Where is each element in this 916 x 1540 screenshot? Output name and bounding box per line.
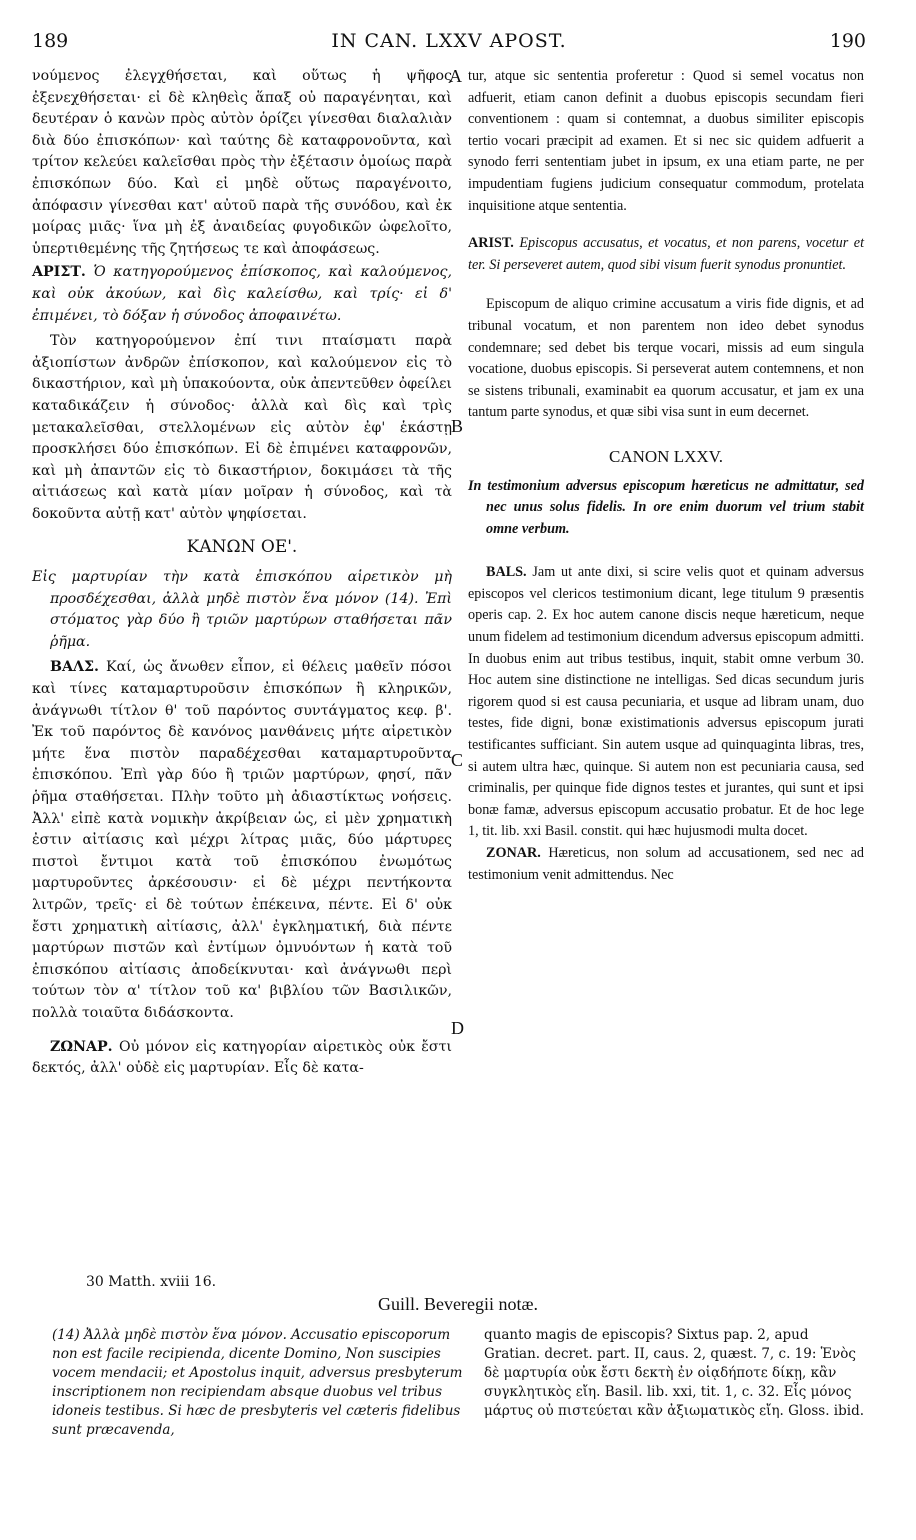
latin-arist: [468, 233, 864, 276]
latin-column: [468, 66, 864, 886]
running-header: [32, 30, 866, 56]
latin-paragraph-1: tur, atque sic sententia proferetur : Quod si semel vocatus non adfuerit, etiam canon definit a duobus episcopis secundam fieri conventionem : quam si contemnat, a duobus similiter episcopis tertio vocari præcipit ad examen. Et si nec sic quidem adfuerit a synodo ferri sententiam jubet in ipsum, ex una etiam parte, ne per impudentiam fugiens judicium consequatur commodum, protelata inquisitione atque sententia.: [468, 68, 864, 214]
latin-canon-text: In testimonium adversus episcopum hæreticus ne admittatur, sed nec unus solus fidelis. In ore enim duorum vel trium stabit omne verbum.: [468, 477, 864, 537]
greek-arist-label: ΑΡΙΣΤ.: [32, 264, 86, 281]
latin-paragraph-2: Episcopum de aliquo crimine accusatum a viris fide dignis, et ad tribunal vocatum, et non parentem non ideo debet synodus condemnare; sed debet bis terque vocari, missis ad eum singula vocatione, duobus episcopis. Si perseverat autem contemnens, et non se sistens tribunali, examinabit ea quorum accusatur, et jam ex una tantum parte synodus, et quæ sibi visa sunt in eum decernet.: [468, 296, 864, 421]
footnote: 30 Matth. xviii 16.: [86, 1274, 217, 1290]
greek-zonar: [32, 1037, 452, 1080]
margin-letter-b: B: [451, 416, 464, 436]
margin-letter-d: D: [451, 1018, 464, 1038]
greek-bals: [32, 657, 452, 1024]
greek-arist-text: Ὁ κατηγορούμενος ἐπίσκοπος, καὶ καλούμενος, καὶ οὐκ ἀκούων, καὶ δὶς καλείσθω, καὶ τρίς· εἰ δ' ἐπιμένει, τὸ δόξαν ἡ σύνοδος ἀποφαινέτω.: [32, 264, 452, 324]
notes-right-column: quanto magis de episcopis? Sixtus pap. 2, apud Gratian. decret. part. II, caus. 2, quæst. 7, c. 19: Ἑνὸς δὲ μαρτυρία οὐκ ἔστι δεκτὴ ἐν οἱᾳδήποτε δίκῃ, κἂν συγκλητικὸς εἴη. Basil. lib. xxi, tit. 1, c. 32. Εἷς μόνος μάρτυς οὐ πιστεύεται κἂν ἀξιωματικὸς εἴη. Gloss. ibid.: [484, 1327, 865, 1419]
latin-arist-label: ARIST.: [468, 235, 514, 252]
greek-canon-title: ΚΑΝΩΝ ΟΕ'.: [186, 537, 298, 558]
greek-canon-text: Εἰς μαρτυρίαν τὴν κατὰ ἐπισκόπου αἱρετικὸν μὴ προσδέχεσθαι, ἀλλὰ μηδὲ πιστὸν ἕνα μόνον (14). Ἐπὶ στόματος γὰρ δύο ἢ τριῶν μαρτύρων σταθήσεται πᾶν ῥῆμα.: [32, 569, 452, 650]
notes-left-column: (14) Ἀλλὰ μηδὲ πιστὸν ἕνα μόνον. Accusatio episcoporum non est facile recipienda, dicente Domino, Non suscipies vocem mendacii; et Apostolus inquit, adversus presbyterum inscriptionem non recipiendam absque duobus vel tribus idoneis testibus. Si hæc de presbyteris vel cæteris fidelibus sunt præcavenda,: [52, 1327, 463, 1438]
margin-letter-a: A: [449, 66, 462, 86]
page-number-right: 190: [829, 30, 866, 52]
latin-bals-label: BALS.: [486, 564, 527, 581]
greek-paragraph-2: Τὸν κατηγορούμενον ἐπί τινι πταίσματι παρὰ ἀξιοπίστων ἀνδρῶν ἐπίσκοπον, καὶ καλούμενον εἰς τὸ δικαστήριον, καὶ μὴ ὑπακούοντα, οὐκ ἀπεντεῦθεν ὀφείλει καταδικάζειν ἡ σύνοδος· ἀλλὰ καὶ δὶς καὶ τρὶς μετακαλεῖσθαι, στελλομένων εἰς αὐτὸν ἐφ' ἑκάστῃ προσκλήσει δύο ἐπισκόπων. Εἰ δὲ ἐπιμένει καταφρονῶν, καὶ μὴ ἀπαντῶν εἰς τὸ δικαστήριον, δοκιμάσει τὰ τῆς αἰτιάσεως καὶ κατὰ μίαν μοῖραν ἡ σύνοδος, καὶ τὰ δοκοῦντα αὐτῇ κατ' αὐτὸν ψηφίσεται.: [32, 333, 452, 522]
running-title: IN CAN. LXXV APOST.: [331, 30, 567, 52]
latin-bals: [468, 562, 864, 843]
greek-bals-text: Καί, ὡς ἄνωθεν εἶπον, εἰ θέλεις μαθεῖν πόσοι καὶ τίνες καταμαρτυροῦσιν ἐπισκόπων ἢ κληρικῶν, ἀνάγνωθι τίτλον θ' τοῦ παρόντος συντάγματος κεφ. β'. Ἐκ τοῦ παρόντος δὲ κανόνος μανθάνεις μήτε αἱρετικὸν μήτε ἕνα πιστὸν παραδέχεσθαι καταμαρτυροῦντα ἐπισκόπου. Ἐπὶ γὰρ δύο ἢ τριῶν μαρτύρων, φησί, πᾶν ῥῆμα σταθήσεται. Πλὴν τοῦτο μὴ ἀδιαστίκτως νοήσεις. Ἀλλ' εἰπὲ κατὰ νομικὴν ἀκρίβειαν ὡς, εἰ μὲν χρηματικὴ ἐστιν αἰτίασις καὶ μέχρι λίτρας μιᾶς, δύο μάρτυρες πιστοὶ ἔντιμοι κατὰ τοῦ ἐπισκόπου ἐνωμότως μαρτυροῦντες ἀρκέσουσιν· εἰ δὲ μέχρι πεντήκοντα λιτρῶν, τρεῖς· εἰ δὲ τούτων ἐπέκεινα, πέντε. Εἰ δ' οὐκ ἔστι χρηματικὴ αἰτίασις, ἀλλ' ἐγκληματική, διὰ πέντε μαρτύρων πιστῶν καὶ ἐντίμων ὀμνυόντων ἡ κατὰ τοῦ ἐπισκόπου αἰτίασις ἀποδείκνυται· καὶ ἀνάγνωθι περὶ τούτων τὸν α' τίτλον τοῦ κα' βιβλίου τῶν Βασιλικῶν, πολλὰ τοιαῦτα διδάσκοντα.: [32, 659, 452, 1021]
margin-letter-c: C: [451, 750, 464, 770]
greek-zonar-text: Οὐ μόνον εἰς κατηγορίαν αἱρετικὸς οὐκ ἔστι δεκτός, ἀλλ' οὐδὲ εἰς μαρτυρίαν. Εἷς δὲ κατα-: [32, 1038, 452, 1077]
latin-bals-text: Jam ut ante dixi, si scire velis quot et quinam adversus episcopos vel clericos testimonium dicant, lege titulum 9 præsentis operis cap. 2. Ex hoc autem canone discis neque hæreticum, neque unum fidelem ad testimonium dicendum adversus episcopum admitti. In duobus enim aut tribus testibus, inquit, stabit omne verbum 30. Hoc autem sine distinctione ne intelligas. Sed dicas secundum juris rigorem quod si est causa pecuniaria, et usque ad libram unam, duo testes, fide digni, bonæ existimationis adversus episcopum jurati testificantes sufficiant. Sin autem usque ad quinquaginta libras, tres, si autem ultra hæc, quinque. Si autem non est pecuniaria causa, sed criminalis, per quinque fide dignos testes et jurantes, qui sunt et ipsi bonæ famæ, adversus episcopum accusatio probatur. Et de hoc lege 1, tit. lib. xxi Basil. constit. qui hæc hujusmodi multa docet.: [468, 564, 864, 840]
latin-zonar-text: Hæreticus, non solum ad accusationem, sed nec ad testimonium venit admittendus. Nec: [468, 845, 865, 883]
greek-bals-label: ΒΑΛΣ.: [50, 659, 99, 676]
greek-zonar-label: ΖΩΝΑΡ.: [50, 1038, 113, 1055]
notes-title: Guill. Beveregii notæ.: [378, 1294, 538, 1314]
greek-column: [32, 66, 452, 1080]
greek-paragraph-1: νούμενος ἐλεγχθήσεται, καὶ οὕτως ἡ ψῆφος ἐξενεχθήσεται· εἰ δὲ κληθεὶς ἅπαξ οὐ παραγένηται, καὶ δευτέραν ὁ κανὼν πρὸς αὐτὸν ὁρίζει γίνεσθαι διαλαλιὰν διὰ δύο ἐπισκόπων· καὶ ταύτης δὲ καταφρονοῦντα, καὶ τρίτον κελεύει καλεῖσθαι πρὸς τὴν ἐξέτασιν ὁμοίως παρὰ ἐπισκόπων δύο. Καὶ εἰ μηδὲ οὕτως παραγένοιτο, ἀπόφασιν γίνεσθαι κατ' αὐτοῦ παρὰ τῆς συνόδου, καὶ ἐκ μοίρας μιᾶς· ἵνα μὴ ἐξ ἀναιδείας φυγοδικῶν ὠφελοῖτο, ὑπερτιθεμένης τῆς ζητήσεως τε καὶ ἀποφάσεως.: [32, 68, 452, 257]
latin-arist-text: Episcopus accusatus, et vocatus, et non parens, vocetur et ter. Si perseveret autem, quod sibi visum fuerit synodus pronuntiet.: [468, 235, 865, 273]
latin-zonar: [468, 843, 864, 886]
latin-canon-title: CANON LXXV.: [609, 446, 723, 466]
page-number-left: 189: [32, 30, 69, 52]
greek-arist: [32, 262, 452, 327]
latin-zonar-label: ZONAR.: [486, 845, 541, 861]
